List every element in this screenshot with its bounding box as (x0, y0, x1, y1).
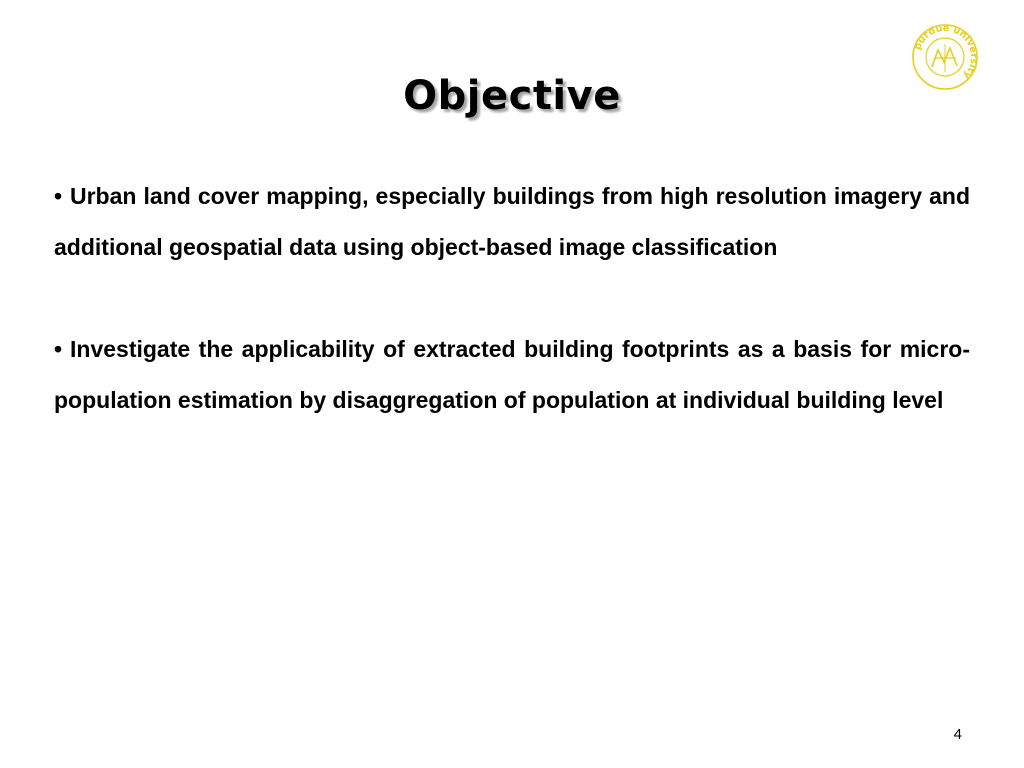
page-number: 4 (953, 726, 962, 743)
bullet-marker: • (54, 336, 63, 362)
bullet-text: Investigate the applicability of extracted building footprints as a basis for micro-population estimation by disaggregation of population at individual building level (54, 336, 970, 413)
bullet-item (54, 171, 970, 273)
slide-title: Objective (403, 73, 621, 119)
bullet-list (54, 171, 970, 426)
bullet-marker: • (54, 183, 63, 209)
bullet-text: Urban land cover mapping, especially buildings from high resolution imagery and additional geospatial data using object-based image classification (54, 183, 970, 260)
bullet-item (54, 324, 970, 426)
university-seal-icon (910, 22, 980, 92)
svg-text:purdue university: purdue university (912, 22, 980, 81)
